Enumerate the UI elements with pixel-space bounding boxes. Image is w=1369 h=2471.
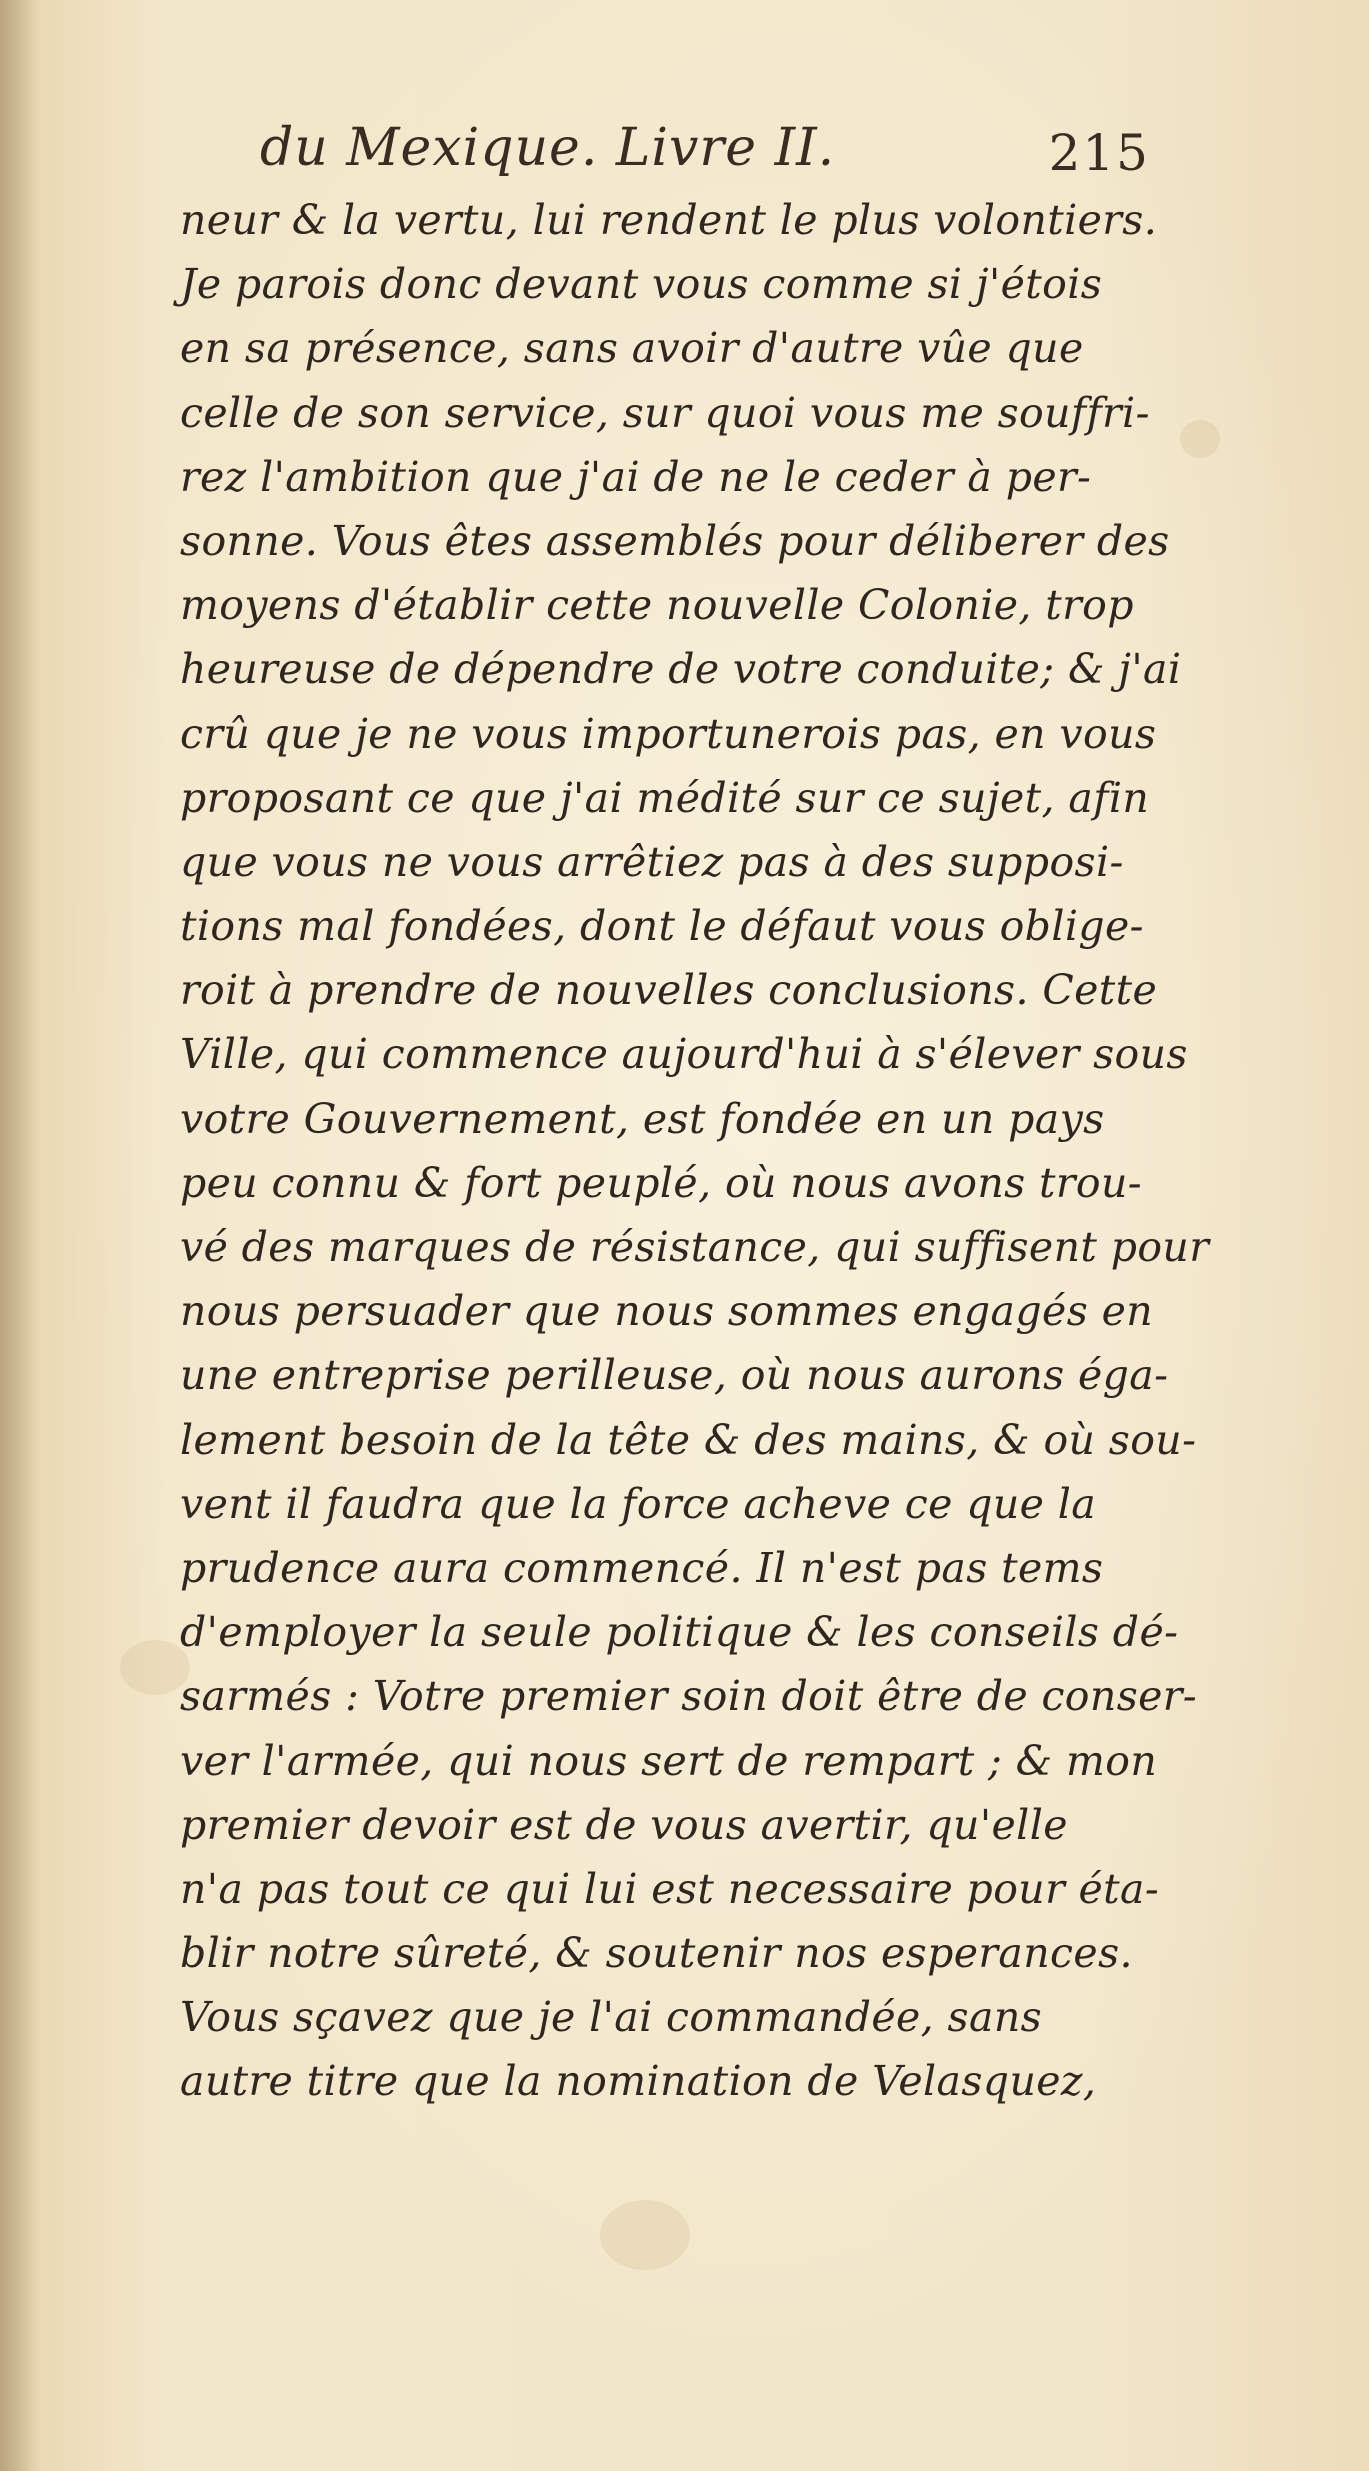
text-line: prudence aura commencé. Il n'est pas tems: [180, 1543, 1104, 1592]
text-line: heureuse de dépendre de votre conduite; & j'ai: [180, 645, 1182, 694]
text-line: sarmés : Votre premier soin doit être de conser-: [180, 1672, 1198, 1721]
text-line: vé des marques de résistance, qui suffisent pour: [180, 1223, 1210, 1271]
text-line: d'employer la seule politique & les conseils dé-: [180, 1608, 1179, 1657]
paper-stain: [1180, 420, 1220, 458]
gutter-shadow: [0, 0, 38, 2471]
running-header: [250, 118, 1150, 198]
body-text: [180, 188, 1210, 2114]
text-line: autre titre que la nomination de Velasquez,: [180, 2057, 1097, 2106]
text-line: crû que je ne vous importunerois pas, en vous: [180, 709, 1157, 758]
text-line: premier devoir est de vous avertir, qu'elle: [180, 1800, 1068, 1849]
text-line: que vous ne vous arrêtiez pas à des supposi-: [180, 837, 1124, 886]
text-line: rez l'ambition que j'ai de ne le ceder à per-: [180, 452, 1092, 501]
text-line: roit à prendre de nouvelles conclusions. Cette: [180, 966, 1158, 1015]
text-line: une entreprise perilleuse, où nous aurons éga-: [180, 1351, 1169, 1400]
text-line: lement besoin de la tête & des mains, & où sou-: [180, 1415, 1197, 1464]
text-line: n'a pas tout ce qui lui est necessaire pour éta-: [180, 1864, 1160, 1913]
text-line: nous persuader que nous sommes engagés en: [180, 1287, 1154, 1336]
text-line: Je parois donc devant vous comme si j'étois: [180, 260, 1103, 309]
running-title: du Mexique. Livre II.: [260, 118, 836, 178]
text-line: ver l'armée, qui nous sert de rempart ; & mon: [180, 1736, 1158, 1785]
text-line: Vous sçavez que je l'ai commandée, sans: [180, 1993, 1043, 2042]
text-line: vent il faudra que la force acheve ce que la: [180, 1479, 1097, 1528]
text-line: celle de son service, sur quoi vous me souffri-: [180, 388, 1150, 437]
text-line: en sa présence, sans avoir d'autre vûe que: [180, 324, 1084, 373]
text-line: neur & la vertu, lui rendent le plus volontiers.: [180, 196, 1158, 244]
text-line: moyens d'établir cette nouvelle Colonie, trop: [180, 581, 1134, 630]
page-number: 215: [1048, 124, 1150, 182]
text-line: sonne. Vous êtes assemblés pour déliberer des: [180, 516, 1170, 565]
paper-stain: [600, 2200, 690, 2270]
text-line: tions mal fondées, dont le défaut vous oblige-: [180, 902, 1144, 951]
text-line: blir notre sûreté, & soutenir nos esperances.: [180, 1929, 1133, 1978]
text-line: votre Gouvernement, est fondée en un pays: [180, 1094, 1105, 1143]
text-line: Ville, qui commence aujourd'hui à s'élever sous: [180, 1030, 1188, 1079]
text-line: proposant ce que j'ai médité sur ce sujet, afin: [180, 773, 1150, 822]
text-line: peu connu & fort peuplé, où nous avons trou-: [180, 1158, 1143, 1207]
